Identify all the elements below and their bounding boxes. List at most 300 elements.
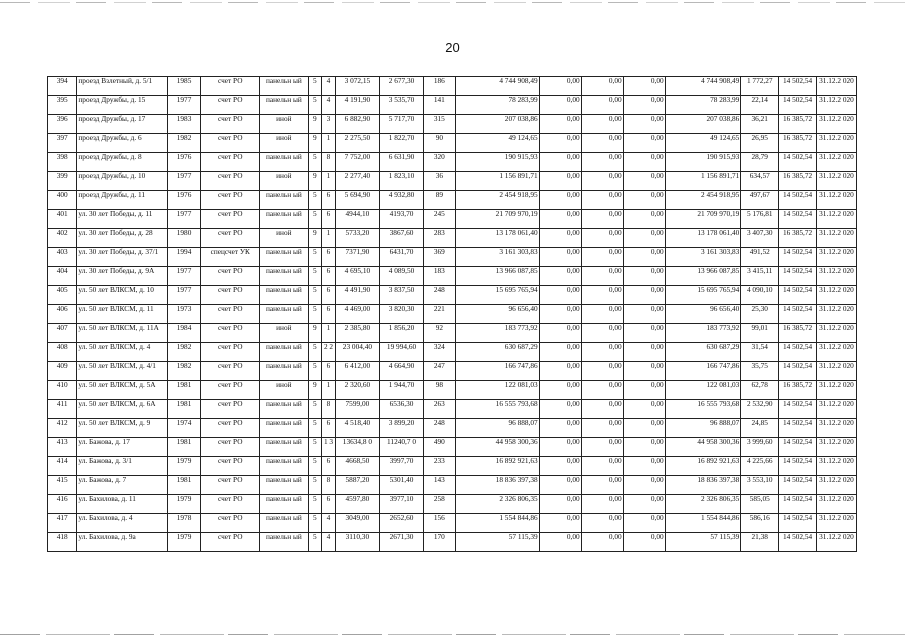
table-row	[48, 476, 857, 495]
cell-fund-amount: 3 161 303,83	[455, 248, 539, 267]
cell-deadline-date: 31.12.2 020	[816, 495, 856, 514]
cell-address: ул. 50 лет ВЛКСМ, д. 4	[77, 343, 167, 362]
cell-col-14-value: 0,00	[623, 229, 665, 248]
cell-col-14-value: 0,00	[623, 438, 665, 457]
cell-address: проезд Дружбы, д. 11	[77, 191, 167, 210]
cell-col-13-value: 0,00	[581, 400, 623, 419]
cell-per-sqm-value: 26,95	[741, 134, 779, 153]
cell-floors: 5	[308, 305, 322, 324]
cell-entrances: 6	[322, 457, 336, 476]
cell-living-area: 1 823,10	[379, 172, 423, 191]
cell-col-14-value: 0,00	[623, 172, 665, 191]
cell-deadline-date: 31.12.2 020	[816, 343, 856, 362]
cell-residents: 245	[424, 210, 456, 229]
cell-col-12-value: 0,00	[539, 172, 581, 191]
cell-account-type: счет РО	[201, 324, 260, 343]
cell-row-number: 399	[48, 172, 77, 191]
cell-build-year: 1981	[167, 438, 201, 457]
cell-living-area: 5 717,70	[379, 115, 423, 134]
cell-build-year: 1982	[167, 362, 201, 381]
cell-col-12-value: 0,00	[539, 400, 581, 419]
cell-row-number: 415	[48, 476, 77, 495]
cell-per-sqm-value: 62,78	[741, 381, 779, 400]
cell-fund-amount: 122 081,03	[455, 381, 539, 400]
cell-floors: 5	[308, 495, 322, 514]
cell-floors: 9	[308, 115, 322, 134]
cell-per-sqm-value: 585,05	[741, 495, 779, 514]
cell-contribution-rate: 16 385,72	[779, 229, 817, 248]
cell-address: ул. Бажова, д. 7	[77, 476, 167, 495]
cell-col-12-value: 0,00	[539, 514, 581, 533]
cell-total-area: 23 004,40	[335, 343, 379, 362]
table-row	[48, 134, 857, 153]
cell-fund-amount: 4 744 908,49	[455, 77, 539, 96]
cell-balance-amount: 49 124,65	[665, 134, 741, 153]
cell-living-area: 19 994,60	[379, 343, 423, 362]
cell-residents: 315	[424, 115, 456, 134]
cell-contribution-rate: 16 385,72	[779, 115, 817, 134]
cell-floors: 5	[308, 419, 322, 438]
cell-deadline-date: 31.12.2 020	[816, 514, 856, 533]
cell-floors: 5	[308, 77, 322, 96]
cell-entrances: 8	[322, 400, 336, 419]
cell-balance-amount: 166 747,86	[665, 362, 741, 381]
cell-contribution-rate: 14 502,54	[779, 362, 817, 381]
cell-address: ул. Бахилова, д. 11	[77, 495, 167, 514]
cell-build-year: 1976	[167, 191, 201, 210]
cell-entrances: 6	[322, 267, 336, 286]
cell-floors: 5	[308, 457, 322, 476]
cell-deadline-date: 31.12.2 020	[816, 210, 856, 229]
cell-build-year: 1994	[167, 248, 201, 267]
cell-account-type: счет РО	[201, 419, 260, 438]
cell-fund-amount: 57 115,39	[455, 533, 539, 552]
cell-contribution-rate: 14 502,54	[779, 286, 817, 305]
table-row	[48, 438, 857, 457]
cell-balance-amount: 96 888,07	[665, 419, 741, 438]
cell-balance-amount: 190 915,93	[665, 153, 741, 172]
cell-build-year: 1977	[167, 210, 201, 229]
cell-fund-amount: 96 656,40	[455, 305, 539, 324]
cell-address: ул. 50 лет ВЛКСМ, д. 11	[77, 305, 167, 324]
cell-build-year: 1979	[167, 495, 201, 514]
cell-wall-material: панельн ый	[260, 476, 308, 495]
cell-balance-amount: 2 454 918,95	[665, 191, 741, 210]
cell-balance-amount: 96 656,40	[665, 305, 741, 324]
cell-col-14-value: 0,00	[623, 134, 665, 153]
cell-fund-amount: 1 156 891,71	[455, 172, 539, 191]
cell-residents: 156	[424, 514, 456, 533]
cell-col-14-value: 0,00	[623, 77, 665, 96]
cell-fund-amount: 630 687,29	[455, 343, 539, 362]
cell-balance-amount: 630 687,29	[665, 343, 741, 362]
cell-per-sqm-value: 4 225,66	[741, 457, 779, 476]
cell-contribution-rate: 14 502,54	[779, 191, 817, 210]
table-row	[48, 305, 857, 324]
cell-col-13-value: 0,00	[581, 229, 623, 248]
cell-entrances: 1	[322, 324, 336, 343]
cell-living-area: 4193,70	[379, 210, 423, 229]
cell-total-area: 3049,00	[335, 514, 379, 533]
cell-fund-amount: 2 454 918,95	[455, 191, 539, 210]
cell-total-area: 7599,00	[335, 400, 379, 419]
cell-entrances: 4	[322, 96, 336, 115]
cell-entrances: 6	[322, 286, 336, 305]
cell-build-year: 1984	[167, 324, 201, 343]
cell-fund-amount: 183 773,92	[455, 324, 539, 343]
table-row	[48, 343, 857, 362]
cell-wall-material: панельн ый	[260, 267, 308, 286]
cell-row-number: 406	[48, 305, 77, 324]
cell-per-sqm-value: 35,75	[741, 362, 779, 381]
cell-balance-amount: 207 038,86	[665, 115, 741, 134]
table-row	[48, 419, 857, 438]
cell-deadline-date: 31.12.2 020	[816, 191, 856, 210]
cell-contribution-rate: 14 502,54	[779, 457, 817, 476]
cell-living-area: 6536,30	[379, 400, 423, 419]
cell-entrances: 1	[322, 381, 336, 400]
cell-balance-amount: 1 156 891,71	[665, 172, 741, 191]
cell-col-12-value: 0,00	[539, 229, 581, 248]
cell-address: ул. 50 лет ВЛКСМ, д. 9	[77, 419, 167, 438]
cell-col-14-value: 0,00	[623, 210, 665, 229]
cell-living-area: 3 535,70	[379, 96, 423, 115]
cell-col-13-value: 0,00	[581, 191, 623, 210]
cell-total-area: 2 277,40	[335, 172, 379, 191]
cell-contribution-rate: 14 502,54	[779, 419, 817, 438]
cell-floors: 5	[308, 438, 322, 457]
cell-col-13-value: 0,00	[581, 514, 623, 533]
housing-register-table	[47, 76, 857, 552]
cell-contribution-rate: 14 502,54	[779, 153, 817, 172]
cell-col-12-value: 0,00	[539, 381, 581, 400]
cell-balance-amount: 2 326 806,35	[665, 495, 741, 514]
table-body	[48, 77, 857, 552]
cell-row-number: 405	[48, 286, 77, 305]
cell-wall-material: панельн ый	[260, 400, 308, 419]
cell-entrances: 4	[322, 514, 336, 533]
cell-fund-amount: 207 038,86	[455, 115, 539, 134]
cell-balance-amount: 1 554 844,86	[665, 514, 741, 533]
cell-entrances: 4	[322, 533, 336, 552]
cell-col-14-value: 0,00	[623, 495, 665, 514]
cell-deadline-date: 31.12.2 020	[816, 419, 856, 438]
cell-entrances: 1	[322, 134, 336, 153]
cell-fund-amount: 96 888,07	[455, 419, 539, 438]
cell-living-area: 6 631,90	[379, 153, 423, 172]
cell-wall-material: панельн ый	[260, 77, 308, 96]
cell-build-year: 1977	[167, 286, 201, 305]
cell-fund-amount: 15 695 765,94	[455, 286, 539, 305]
table-row	[48, 210, 857, 229]
table-row	[48, 457, 857, 476]
cell-total-area: 7371,90	[335, 248, 379, 267]
cell-per-sqm-value: 22,14	[741, 96, 779, 115]
cell-wall-material: панельн ый	[260, 286, 308, 305]
cell-total-area: 2 385,80	[335, 324, 379, 343]
cell-floors: 5	[308, 210, 322, 229]
cell-contribution-rate: 14 502,54	[779, 267, 817, 286]
cell-contribution-rate: 14 502,54	[779, 210, 817, 229]
cell-deadline-date: 31.12.2 020	[816, 457, 856, 476]
cell-per-sqm-value: 3 999,60	[741, 438, 779, 457]
table-row	[48, 381, 857, 400]
cell-wall-material: иной	[260, 172, 308, 191]
cell-contribution-rate: 14 502,54	[779, 533, 817, 552]
cell-address: ул. 30 лет Победы, д. 11	[77, 210, 167, 229]
cell-col-13-value: 0,00	[581, 495, 623, 514]
cell-contribution-rate: 14 502,54	[779, 343, 817, 362]
table-row	[48, 514, 857, 533]
cell-wall-material: иной	[260, 229, 308, 248]
table-row	[48, 229, 857, 248]
table-row	[48, 191, 857, 210]
cell-row-number: 401	[48, 210, 77, 229]
cell-col-13-value: 0,00	[581, 153, 623, 172]
cell-build-year: 1977	[167, 172, 201, 191]
cell-fund-amount: 166 747,86	[455, 362, 539, 381]
cell-account-type: счет РО	[201, 134, 260, 153]
cell-residents: 248	[424, 419, 456, 438]
cell-col-12-value: 0,00	[539, 134, 581, 153]
cell-build-year: 1982	[167, 343, 201, 362]
cell-wall-material: иной	[260, 324, 308, 343]
cell-row-number: 396	[48, 115, 77, 134]
cell-balance-amount: 16 892 921,63	[665, 457, 741, 476]
cell-total-area: 4 491,90	[335, 286, 379, 305]
cell-per-sqm-value: 21,38	[741, 533, 779, 552]
cell-residents: 283	[424, 229, 456, 248]
table-row	[48, 362, 857, 381]
cell-per-sqm-value: 25,30	[741, 305, 779, 324]
cell-floors: 9	[308, 381, 322, 400]
cell-entrances: 6	[322, 248, 336, 267]
cell-total-area: 2 275,50	[335, 134, 379, 153]
cell-address: ул. Бахилова, д. 4	[77, 514, 167, 533]
cell-total-area: 4597,80	[335, 495, 379, 514]
cell-living-area: 11240,7 0	[379, 438, 423, 457]
cell-balance-amount: 3 161 303,83	[665, 248, 741, 267]
cell-living-area: 3 820,30	[379, 305, 423, 324]
cell-living-area: 2652,60	[379, 514, 423, 533]
cell-deadline-date: 31.12.2 020	[816, 96, 856, 115]
cell-total-area: 3110,30	[335, 533, 379, 552]
cell-contribution-rate: 14 502,54	[779, 77, 817, 96]
cell-balance-amount: 16 555 793,68	[665, 400, 741, 419]
cell-floors: 5	[308, 514, 322, 533]
cell-account-type: счет РО	[201, 362, 260, 381]
cell-deadline-date: 31.12.2 020	[816, 476, 856, 495]
cell-col-12-value: 0,00	[539, 362, 581, 381]
cell-living-area: 4 664,90	[379, 362, 423, 381]
cell-contribution-rate: 16 385,72	[779, 381, 817, 400]
cell-row-number: 407	[48, 324, 77, 343]
cell-balance-amount: 21 709 970,19	[665, 210, 741, 229]
cell-address: ул. Бахилова, д. 9а	[77, 533, 167, 552]
cell-total-area: 4 469,00	[335, 305, 379, 324]
cell-residents: 320	[424, 153, 456, 172]
cell-col-12-value: 0,00	[539, 419, 581, 438]
cell-deadline-date: 31.12.2 020	[816, 438, 856, 457]
cell-residents: 233	[424, 457, 456, 476]
cell-deadline-date: 31.12.2 020	[816, 324, 856, 343]
cell-per-sqm-value: 3 553,10	[741, 476, 779, 495]
cell-floors: 5	[308, 400, 322, 419]
page-number: 20	[445, 40, 460, 55]
cell-residents: 36	[424, 172, 456, 191]
cell-account-type: счет РО	[201, 438, 260, 457]
cell-wall-material: панельн ый	[260, 210, 308, 229]
cell-col-14-value: 0,00	[623, 324, 665, 343]
cell-row-number: 400	[48, 191, 77, 210]
cell-row-number: 412	[48, 419, 77, 438]
cell-col-12-value: 0,00	[539, 77, 581, 96]
cell-total-area: 13634,8 0	[335, 438, 379, 457]
cell-entrances: 4	[322, 77, 336, 96]
cell-account-type: счет РО	[201, 305, 260, 324]
cell-row-number: 395	[48, 96, 77, 115]
cell-entrances: 6	[322, 210, 336, 229]
cell-contribution-rate: 16 385,72	[779, 134, 817, 153]
cell-account-type: счет РО	[201, 77, 260, 96]
cell-floors: 5	[308, 96, 322, 115]
cell-deadline-date: 31.12.2 020	[816, 248, 856, 267]
cell-address: проезд Дружбы, д. 17	[77, 115, 167, 134]
cell-col-13-value: 0,00	[581, 210, 623, 229]
table-row	[48, 495, 857, 514]
cell-address: проезд Дружбы, д. 15	[77, 96, 167, 115]
cell-col-12-value: 0,00	[539, 533, 581, 552]
scan-edge-bottom	[0, 634, 905, 635]
cell-account-type: счет РО	[201, 210, 260, 229]
cell-per-sqm-value: 3 415,11	[741, 267, 779, 286]
cell-row-number: 403	[48, 248, 77, 267]
cell-address: ул. 30 лет Победы, д. 37/1	[77, 248, 167, 267]
cell-wall-material: панельн ый	[260, 533, 308, 552]
cell-residents: 186	[424, 77, 456, 96]
cell-build-year: 1979	[167, 457, 201, 476]
cell-total-area: 6 882,90	[335, 115, 379, 134]
cell-col-13-value: 0,00	[581, 134, 623, 153]
cell-col-13-value: 0,00	[581, 115, 623, 134]
cell-address: проезд Взлетный, д. 5/1	[77, 77, 167, 96]
cell-per-sqm-value: 634,57	[741, 172, 779, 191]
cell-total-area: 5 694,90	[335, 191, 379, 210]
cell-build-year: 1977	[167, 267, 201, 286]
cell-floors: 9	[308, 172, 322, 191]
cell-balance-amount: 15 695 765,94	[665, 286, 741, 305]
cell-col-14-value: 0,00	[623, 191, 665, 210]
cell-col-13-value: 0,00	[581, 305, 623, 324]
cell-wall-material: панельн ый	[260, 362, 308, 381]
cell-total-area: 4 191,90	[335, 96, 379, 115]
cell-col-12-value: 0,00	[539, 191, 581, 210]
cell-wall-material: панельн ый	[260, 153, 308, 172]
cell-fund-amount: 49 124,65	[455, 134, 539, 153]
cell-per-sqm-value: 99,01	[741, 324, 779, 343]
cell-balance-amount: 13 966 087,85	[665, 267, 741, 286]
cell-deadline-date: 31.12.2 020	[816, 172, 856, 191]
cell-row-number: 414	[48, 457, 77, 476]
cell-entrances: 6	[322, 362, 336, 381]
cell-fund-amount: 78 283,99	[455, 96, 539, 115]
cell-row-number: 402	[48, 229, 77, 248]
cell-balance-amount: 4 744 908,49	[665, 77, 741, 96]
cell-per-sqm-value: 497,67	[741, 191, 779, 210]
table-row	[48, 267, 857, 286]
cell-residents: 247	[424, 362, 456, 381]
cell-living-area: 4 089,50	[379, 267, 423, 286]
cell-col-13-value: 0,00	[581, 286, 623, 305]
cell-living-area: 2671,30	[379, 533, 423, 552]
cell-account-type: счет РО	[201, 457, 260, 476]
cell-floors: 5	[308, 343, 322, 362]
cell-fund-amount: 44 958 300,36	[455, 438, 539, 457]
cell-residents: 89	[424, 191, 456, 210]
cell-row-number: 410	[48, 381, 77, 400]
cell-fund-amount: 16 892 921,63	[455, 457, 539, 476]
cell-col-12-value: 0,00	[539, 96, 581, 115]
cell-wall-material: панельн ый	[260, 305, 308, 324]
cell-total-area: 5887,20	[335, 476, 379, 495]
table-row	[48, 77, 857, 96]
cell-total-area: 4 518,40	[335, 419, 379, 438]
scan-edge-top	[0, 2, 905, 3]
cell-per-sqm-value: 5 176,81	[741, 210, 779, 229]
cell-col-13-value: 0,00	[581, 77, 623, 96]
cell-living-area: 3867,60	[379, 229, 423, 248]
cell-col-12-value: 0,00	[539, 438, 581, 457]
cell-col-14-value: 0,00	[623, 400, 665, 419]
cell-col-14-value: 0,00	[623, 267, 665, 286]
cell-build-year: 1985	[167, 77, 201, 96]
cell-per-sqm-value: 3 407,30	[741, 229, 779, 248]
table-row	[48, 400, 857, 419]
cell-residents: 90	[424, 134, 456, 153]
cell-build-year: 1981	[167, 381, 201, 400]
cell-row-number: 409	[48, 362, 77, 381]
cell-per-sqm-value: 31,54	[741, 343, 779, 362]
cell-fund-amount: 18 836 397,38	[455, 476, 539, 495]
cell-wall-material: иной	[260, 381, 308, 400]
cell-account-type: счет РО	[201, 533, 260, 552]
cell-fund-amount: 2 326 806,35	[455, 495, 539, 514]
cell-account-type: счет РО	[201, 229, 260, 248]
cell-entrances: 6	[322, 191, 336, 210]
cell-balance-amount: 18 836 397,38	[665, 476, 741, 495]
cell-account-type: счет РО	[201, 115, 260, 134]
cell-col-13-value: 0,00	[581, 343, 623, 362]
cell-col-13-value: 0,00	[581, 248, 623, 267]
cell-build-year: 1977	[167, 96, 201, 115]
cell-account-type: счет РО	[201, 400, 260, 419]
cell-account-type: счет РО	[201, 286, 260, 305]
cell-entrances: 8	[322, 476, 336, 495]
cell-account-type: спецсчет УК	[201, 248, 260, 267]
cell-wall-material: панельн ый	[260, 96, 308, 115]
cell-row-number: 418	[48, 533, 77, 552]
cell-col-14-value: 0,00	[623, 248, 665, 267]
cell-col-13-value: 0,00	[581, 267, 623, 286]
cell-living-area: 1 856,20	[379, 324, 423, 343]
cell-col-14-value: 0,00	[623, 457, 665, 476]
cell-col-14-value: 0,00	[623, 362, 665, 381]
cell-account-type: счет РО	[201, 153, 260, 172]
cell-per-sqm-value: 36,21	[741, 115, 779, 134]
cell-col-12-value: 0,00	[539, 286, 581, 305]
cell-per-sqm-value: 491,52	[741, 248, 779, 267]
cell-living-area: 1 822,70	[379, 134, 423, 153]
